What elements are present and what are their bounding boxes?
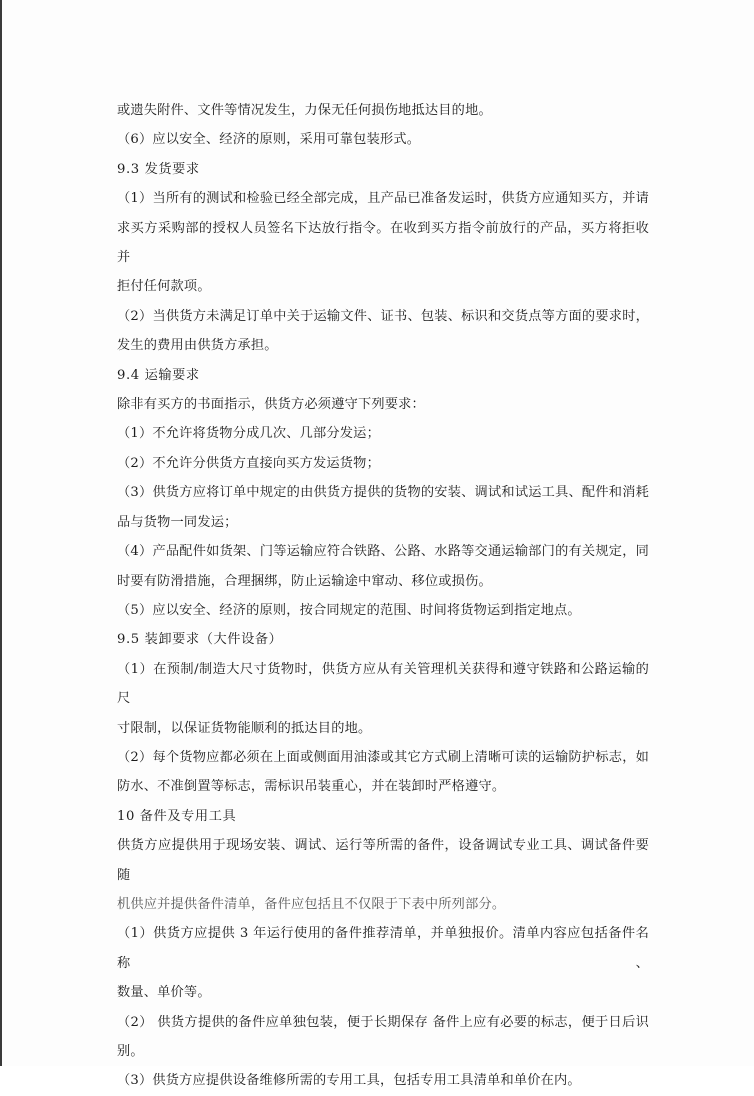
text-line: 发生的费用由供货方承担。 bbox=[117, 338, 278, 354]
text-line: 别。 bbox=[117, 1044, 144, 1059]
text-line: （1）供货方应提供 3 年运行使用的备件推荐清单，并单独报价。清单内容应包括备件名称、 bbox=[117, 926, 649, 971]
text-line: 数量、单价等。 bbox=[117, 985, 211, 1001]
section-heading: 9.4 运输要求 bbox=[117, 367, 200, 383]
text-line: （3）供货方应提供设备维修所需的专用工具，包括专用工具清单和单价在内。 bbox=[117, 1073, 581, 1089]
section-heading: 9.5 装卸要求（大件设备） bbox=[117, 632, 283, 648]
text-line: （4）产品配件如货架、门等运输应符合铁路、公路、水路等交通运输部门的有关规定，同 bbox=[117, 544, 649, 560]
text-line: （2）每个货物应都必须在上面或侧面用油漆或其它方式刷上清晰可读的运输防护标志，如 bbox=[117, 749, 649, 765]
text-line: 防水、不准倒置等标志，需标识吊装重心，并在装卸时严格遵守。 bbox=[117, 779, 506, 795]
text-line: （2）不允许分供货方直接向买方发运货物； bbox=[117, 455, 380, 471]
text-line: 求买方采购部的授权人员签名下达放行指令。在收到买方指令前放行的产品，买方将拒收并 bbox=[117, 220, 649, 266]
section-heading: 10 备件及专用工具 bbox=[117, 808, 237, 824]
text-line: 寸限制，以保证货物能顺利的抵达目的地。 bbox=[117, 720, 372, 736]
text-line: 或遗失附件、文件等情况发生，力保无任何损伤地抵达目的地。 bbox=[117, 103, 492, 118]
text-line: 机供应并提供备件清单，备件应包括且不仅限于下表中所列部分。 bbox=[117, 896, 506, 912]
text-line: （3）供货方应将订单中规定的由供货方提供的货物的安装、调试和试运工具、配件和消耗 bbox=[117, 485, 649, 501]
text-line: （5）应以安全、经济的原则，按合同规定的范围、时间将货物运到指定地点。 bbox=[117, 602, 581, 618]
text-line: （2） 供货方提供的备件应单独包装，便于长期保存 备件上应有必要的标志，便于日后识 bbox=[117, 1014, 649, 1030]
document-body bbox=[117, 96, 649, 1096]
section-heading: 9.3 发货要求 bbox=[117, 161, 200, 177]
text-line: （1）当所有的测试和检验已经全部完成，且产品已准备发运时，供货方应通知买方，并请 bbox=[117, 191, 649, 207]
text-line: （2）当供货方未满足订单中关于运输文件、证书、包装、标识和交货点等方面的要求时， bbox=[117, 308, 649, 324]
text-line: （6）应以安全、经济的原则，采用可靠包装形式。 bbox=[117, 132, 421, 148]
text-line: 除非有买方的书面指示，供货方必须遵守下列要求： bbox=[117, 397, 425, 413]
text-line: 品与货物一同发运； bbox=[117, 514, 238, 530]
scan-edge bbox=[0, 0, 2, 1066]
text-line: 供货方应提供用于现场安装、调试、运行等所需的备件，设备调试专业工具、调试备件要随 bbox=[117, 838, 649, 883]
text-line: 时要有防滑措施，合理捆绑，防止运输途中窜动、移位或损伤。 bbox=[117, 573, 492, 589]
text-line: 拒付任何款项。 bbox=[117, 279, 211, 295]
text-line: （1）不允许将货物分成几次、几部分发运； bbox=[117, 426, 380, 442]
text-line: （1）在预制/制造大尺寸货物时，供货方应从有关管理机关获得和遵守铁路和公路运输的尺 bbox=[117, 661, 649, 707]
